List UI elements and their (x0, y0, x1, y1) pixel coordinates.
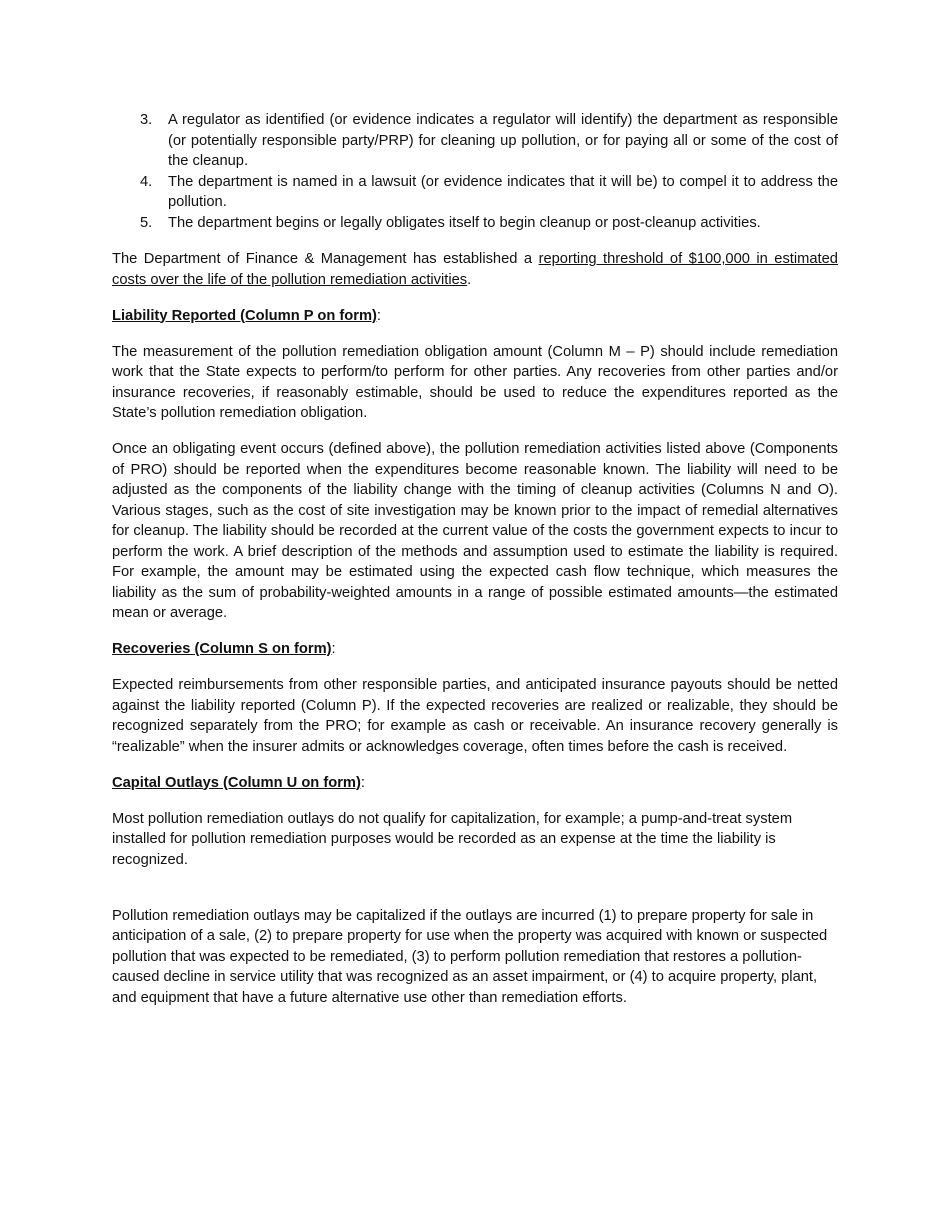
recoveries-heading (112, 639, 838, 660)
threshold-paragraph (112, 249, 838, 290)
list-item (112, 110, 838, 172)
list-item-text: The department begins or legally obligates itself to begin cleanup or post-cleanup activities. (168, 214, 761, 231)
capital-outlays-paragraph-2: Pollution remediation outlays may be capitalized if the outlays are incurred (1) to prepare property for sale in anticipation of a sale, (2) to prepare property for use when the property was acquired with known or suspected pollution that was expected to be remediated, (3) to perform pollution remediation that restores a pollution-caused decline in service utility that was recognized as an asset impairment, or (4) to acquire property, plant, and equipment that have a future alternative use other than remediation efforts. (112, 907, 828, 1006)
liability-paragraph-1: The measurement of the pollution remediation obligation amount (Column M – P) should include remediation work that the State expects to perform/to perform for other parties. Any recoveries from other parties and/or insurance recoveries, if reasonably estimable, should be used to reduce the expenditures reported as the State’s pollution remediation obligation. (112, 343, 838, 421)
liability-heading (112, 306, 838, 327)
list-item-number: 5. (140, 214, 153, 231)
list-item (112, 213, 838, 234)
recoveries-paragraph: Expected reimbursements from other responsible parties, and anticipated insurance payouts should be netted against the liability reported (Column P). If the expected recoveries are realized or realizable, they should be recognized separately from the PRO; for example as cash or receivable. An insurance recovery generally is “realizable” when the insurer admits or acknowledges coverage, often times before the cash is received. (112, 677, 838, 755)
capital-outlays-heading (112, 773, 838, 794)
threshold-underlined-text: reporting threshold of $100,000 in estimated costs over the life of the pollution remediation activities (112, 251, 838, 288)
threshold-text: The Department of Finance & Management has established a (112, 251, 539, 267)
list-item-number: 4. (140, 173, 153, 190)
list-item-text: The department is named in a lawsuit (or evidence indicates that it will be) to compel it to address the pollution. (168, 173, 838, 210)
capital-outlays-heading-text: Capital Outlays (Column U on form) (112, 774, 361, 791)
liability-paragraph-2: Once an obligating event occurs (defined above), the pollution remediation activities listed above (Components of PRO) should be reported when the expenditures become reasonable known. The liability will need to be adjusted as the components of the liability change with the timing of cleanup activities (Columns N and O). Various stages, such as the cost of site investigation may be known prior to the impact of remedial alternatives for cleanup. The liability should be recorded at the current value of the costs the government expects to incur to perform the work. A brief description of the methods and assumption used to estimate the liability is required. For example, the amount may be estimated using the expected cash flow technique, which measures the liability as the sum of probability-weighted amounts in a range of possible estimated amounts—the estimated mean or average. (112, 441, 838, 621)
list-item-text: A regulator as identified (or evidence indicates a regulator will identify) the department as responsible (or potentially responsible party/PRP) for cleaning up pollution, or for paying all or some of the cost of the cleanup. (168, 112, 838, 169)
heading-colon: : (376, 307, 382, 324)
list-item-number: 3. (140, 112, 153, 128)
heading-colon: : (331, 641, 336, 657)
recoveries-heading-text: Recoveries (Column S on form) (112, 641, 332, 657)
list-item (112, 172, 838, 213)
obligating-events-list (112, 110, 838, 233)
heading-colon: : (360, 774, 365, 791)
paragraph-spacer (112, 886, 838, 906)
document-body (112, 110, 838, 1024)
threshold-period: . (467, 271, 472, 288)
capital-outlays-paragraph-1: Most pollution remediation outlays do not qualify for capitalization, for example; a pump-and-treat system installed for pollution remediation purposes would be recorded as an expense at the time the liability is recognized. (112, 810, 793, 868)
liability-heading-text: Liability Reported (Column P on form) (112, 307, 377, 324)
